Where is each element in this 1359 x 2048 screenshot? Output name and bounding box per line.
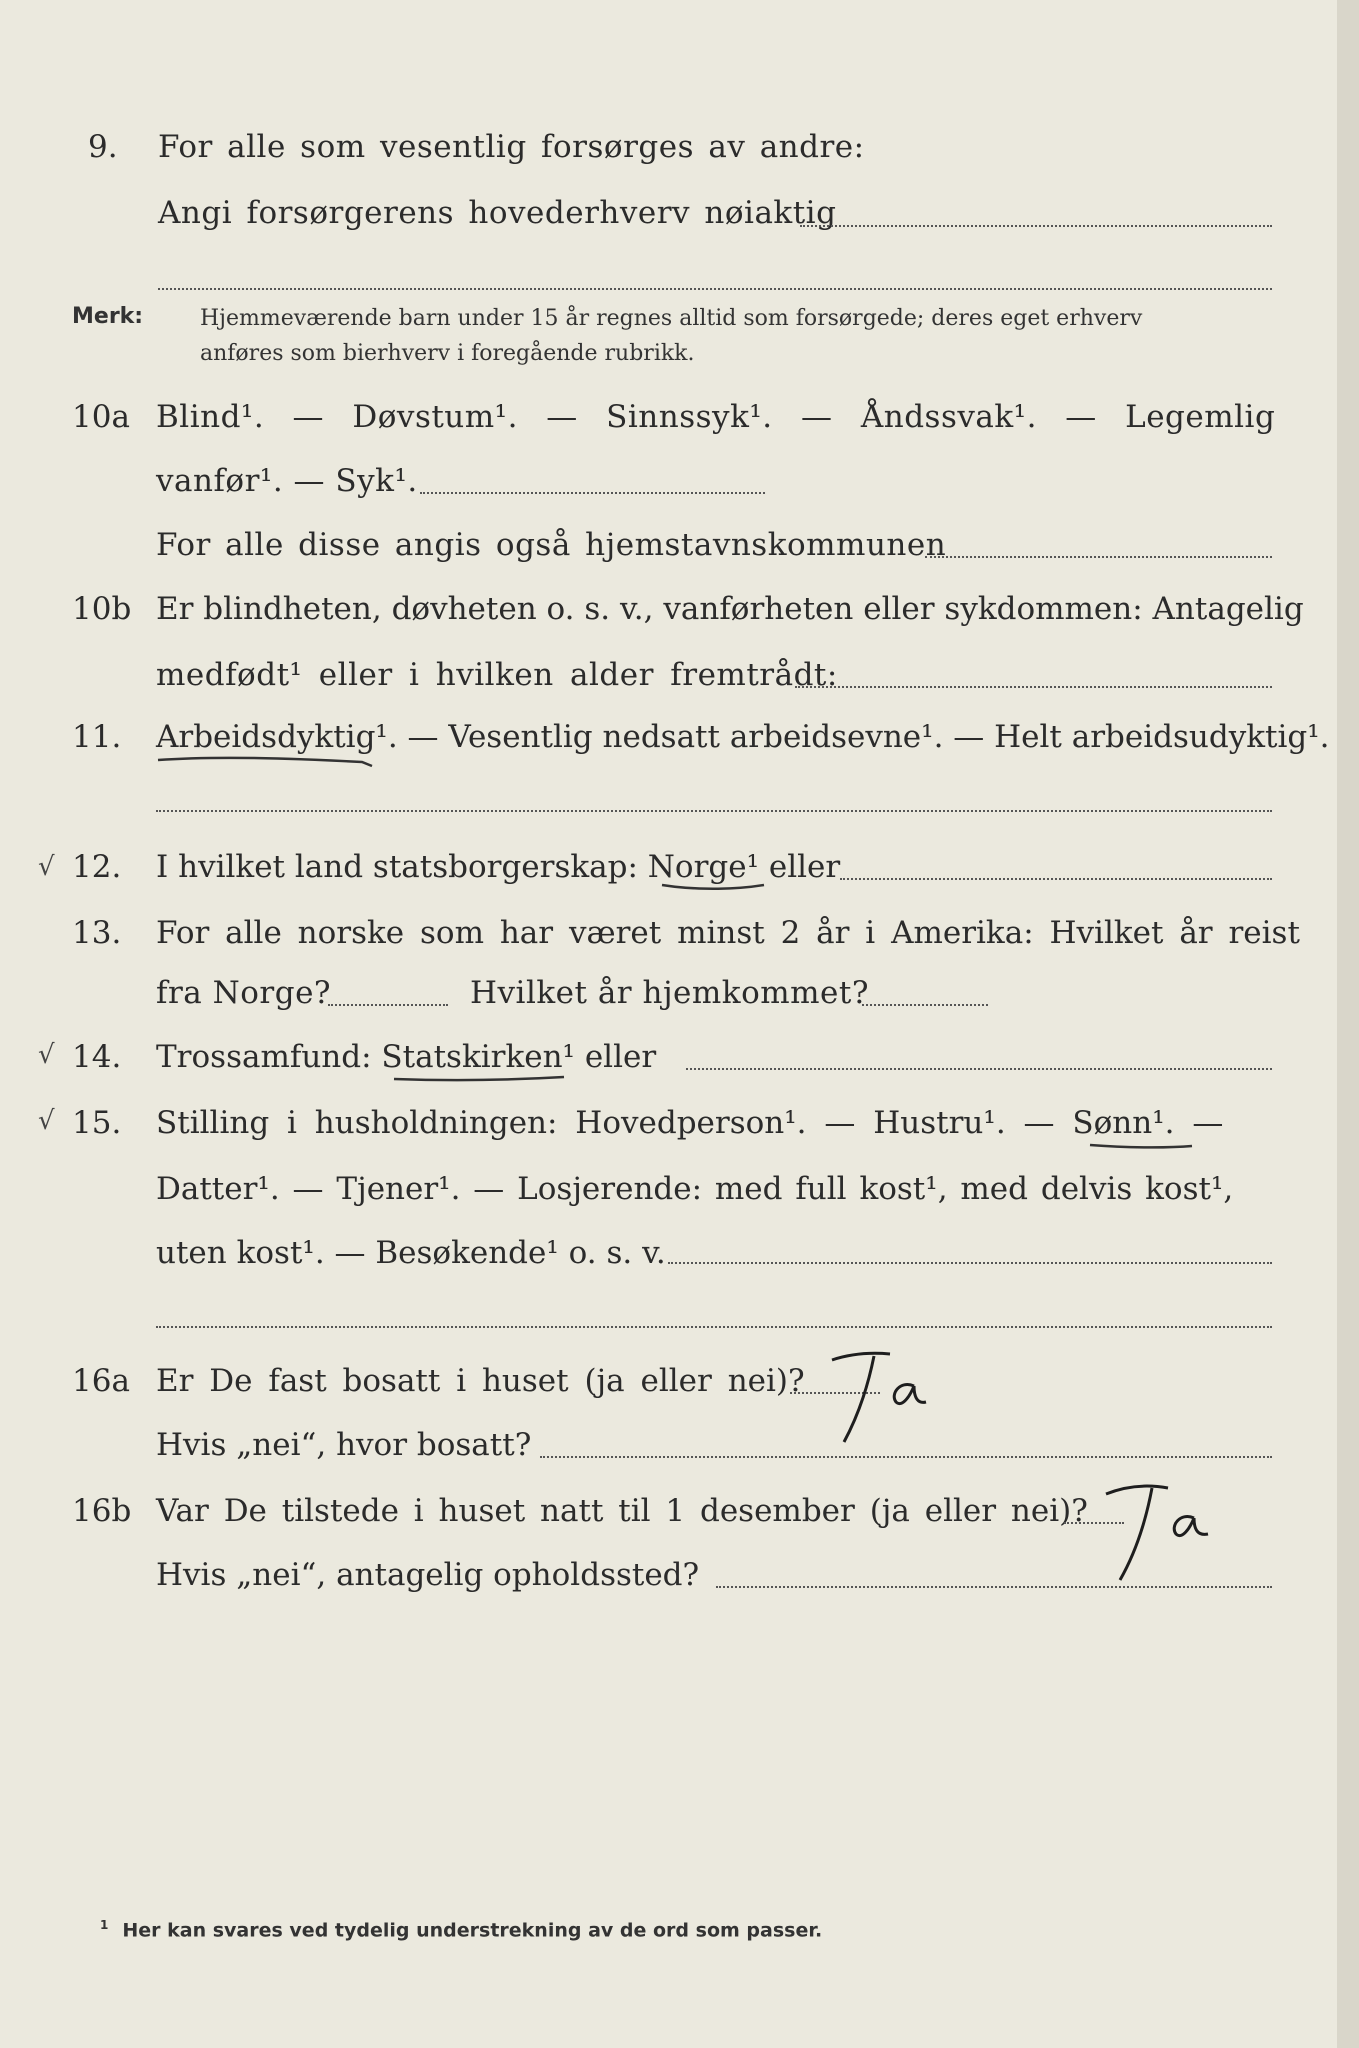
q14-answer-line[interactable] — [686, 1068, 1272, 1070]
q10a-line3: For alle disse angis også hjemstavnskommunen — [156, 527, 947, 563]
q10a-answer-line[interactable] — [420, 492, 765, 494]
q9-answer-line-2[interactable] — [158, 288, 1272, 290]
q15-check-mark: √ — [38, 1106, 55, 1136]
merk-line1: Hjemmeværende barn under 15 år regnes alltid som forsørgede; deres eget erhverv — [200, 306, 1143, 331]
q10b-number: 10b — [72, 591, 132, 627]
q15-number: 15. — [72, 1105, 122, 1141]
q15-line1: Stilling i husholdningen: Hovedperson¹. — Hustru¹. — Sønn¹. — — [156, 1105, 1224, 1141]
q13-hjemkommet-line[interactable] — [862, 1004, 988, 1006]
q10a-line1: Blind¹. — Døvstum¹. — Sinnssyk¹. — Åndssvak¹. — Legemlig — [156, 399, 1276, 435]
q10b-answer-line[interactable] — [795, 686, 1272, 688]
q13-line2b: Hvilket år hjemkommet? — [470, 975, 869, 1011]
q13-reist-line[interactable] — [328, 1004, 448, 1006]
q10a-number: 10a — [72, 399, 130, 435]
q15-line2: Datter¹. — Tjener¹. — Losjerende: med full kost¹, med delvis kost¹, — [156, 1171, 1234, 1207]
q9-answer-line[interactable] — [800, 225, 1272, 227]
q13-line2a: fra Norge? — [156, 975, 332, 1011]
page-edge — [1337, 0, 1359, 2048]
q14-underline-mark — [392, 1070, 572, 1089]
q9-number: 9. — [88, 129, 118, 165]
q16b-handwritten-answer — [1090, 1474, 1220, 1588]
q14-line1: Trossamfund: Statskirken¹ eller — [156, 1039, 657, 1075]
q16a-handwritten-answer — [810, 1346, 940, 1450]
q12-check-mark: √ — [38, 852, 55, 882]
q15-answer-line[interactable] — [668, 1262, 1272, 1264]
q10a-hjemstavn-line[interactable] — [925, 556, 1272, 558]
q16a-bosatt-line[interactable] — [540, 1456, 1272, 1458]
q16b-line2: Hvis „nei“, antagelig opholdssted? — [156, 1557, 700, 1593]
q16a-number: 16a — [72, 1363, 130, 1399]
merk-label: Merk: — [72, 304, 144, 329]
q11-line1: Arbeidsdyktig¹. — Vesentlig nedsatt arbeidsevne¹. — Helt arbeidsudyktig¹. — [156, 719, 1330, 755]
q16b-opholdssted-line[interactable] — [716, 1586, 1272, 1588]
q12-underline-mark — [660, 878, 770, 897]
q9-line2: Angi forsørgerens hovederhverv nøiaktig — [158, 195, 837, 231]
q10b-line2: medfødt¹ eller i hvilken alder fremtrådt: — [156, 657, 838, 693]
q14-number: 14. — [72, 1039, 122, 1075]
footnote — [100, 1918, 822, 1941]
q10b-line1: Er blindheten, døvheten o. s. v., vanførheten eller sykdommen: Antagelig — [156, 591, 1304, 627]
q12-number: 12. — [72, 849, 122, 885]
q13-number: 13. — [72, 915, 122, 951]
q9-line1: For alle som vesentlig forsørges av andre: — [158, 129, 865, 165]
q13-line1: For alle norske som har været minst 2 år i Amerika: Hvilket år reist — [156, 915, 1300, 951]
q10a-line2: vanfør¹. — Syk¹. — [156, 463, 418, 499]
q14-check-mark: √ — [38, 1040, 55, 1070]
q15-line3: uten kost¹. — Besøkende¹ o. s. v. — [156, 1235, 666, 1271]
q11-answer-line[interactable] — [156, 810, 1272, 812]
q15-answer-line-2[interactable] — [156, 1326, 1272, 1328]
footnote-mark: 1 — [100, 1918, 109, 1932]
q11-underline-mark — [156, 752, 376, 772]
q16b-number: 16b — [72, 1493, 132, 1529]
merk-line2: anføres som bierhverv i foregående rubrikk. — [200, 341, 695, 366]
q15-underline-mark — [1088, 1138, 1198, 1157]
q12-line1: I hvilket land statsborgerskap: Norge¹ eller — [156, 849, 841, 885]
q16b-line1: Var De tilstede i huset natt til 1 desember (ja eller nei)? — [156, 1493, 1088, 1529]
footnote-text: Her kan svares ved tydelig understrekning av de ord som passer. — [122, 1919, 823, 1942]
q11-number: 11. — [72, 719, 122, 755]
q16a-line1: Er De fast bosatt i huset (ja eller nei)? — [156, 1363, 805, 1399]
q12-answer-line[interactable] — [840, 878, 1272, 880]
q16a-line2: Hvis „nei“, hvor bosatt? — [156, 1427, 532, 1463]
